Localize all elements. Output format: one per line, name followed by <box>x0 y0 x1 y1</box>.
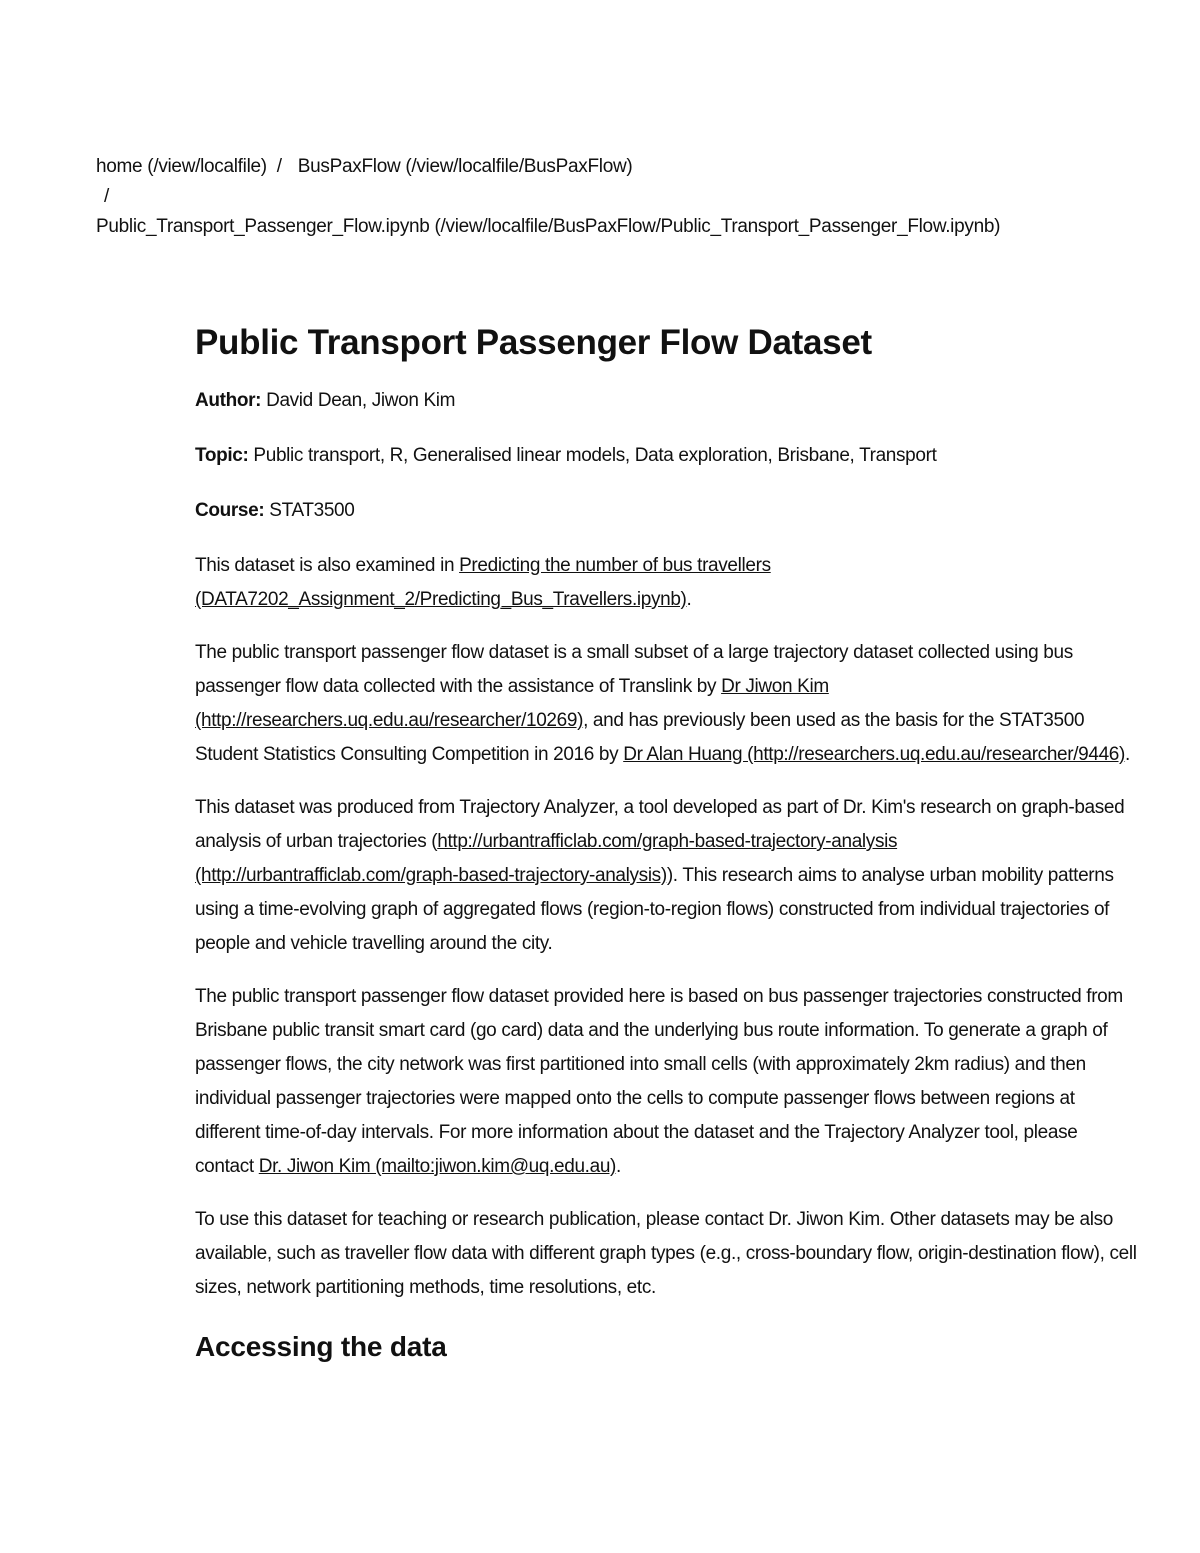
course-label: Course: <box>195 500 265 521</box>
paragraph-text: The public transport passenger flow dataset is a small subset of a large trajectory dataset collected using bus passenger flow data collected with the assistance of Translink by <box>195 642 1073 697</box>
jiwon-kim-profile-link[interactable]: Dr Jiwon Kim (http://researchers.uq.edu.au/researcher/10269) <box>195 676 829 731</box>
paragraph-dataset-construction <box>195 980 1140 1184</box>
paragraph-text: This dataset is also examined in <box>195 555 460 576</box>
notebook-content <box>195 318 1140 1367</box>
topic-line <box>195 439 1140 473</box>
breadcrumb-row-1 <box>96 152 1196 182</box>
author-line <box>195 384 1140 418</box>
paragraph-text: . <box>616 1156 621 1177</box>
paragraph-text: The public transport passenger flow dataset provided here is based on bus passenger trajectories constructed from Brisbane public transit smart card (go card) data and the underlying bus route information. To generate a graph of passenger flows, the city network was first partitioned into small cells (with approximately 2km radius) and then individual passenger trajectories were mapped onto the cells to compute passenger flows between regions at different time-of-day intervals. For more information about the dataset and the Trajectory Analyzer tool, please contact <box>195 986 1123 1177</box>
paragraph-text: . <box>1125 744 1130 765</box>
paragraph-text: This dataset was produced from Trajectory Analyzer, a tool developed as part of Dr. Kim's research on graph-based analysis of urban trajectories ( <box>195 797 1125 852</box>
predicting-bus-travellers-link[interactable]: Predicting the number of bus travellers (DATA7202_Assignment_2/Predicting_Bus_Travellers.ipynb) <box>195 555 771 610</box>
breadcrumb-separator: / <box>104 186 109 207</box>
breadcrumb-separator: / <box>276 156 282 177</box>
paragraph-trajectory-analyzer <box>195 791 1140 961</box>
alan-huang-profile-link[interactable]: Dr Alan Huang (http://researchers.uq.edu.au/researcher/9446) <box>623 744 1126 765</box>
breadcrumb-row-3 <box>96 212 1196 242</box>
paragraph-related-notebook <box>195 549 1140 617</box>
paragraph-usage-contact: To use this dataset for teaching or research publication, please contact Dr. Jiwon Kim. Other datasets may be also available, such as traveller flow data with different graph types (e.g., cross-boundary flow, origin-destination flow), cell sizes, network partitioning methods, time resolutions, etc. <box>195 1209 1137 1298</box>
paragraph-dataset-origin <box>195 636 1140 772</box>
author-value: David Dean, Jiwon Kim <box>261 390 456 411</box>
author-label: Author: <box>195 390 262 411</box>
breadcrumb <box>96 152 1196 242</box>
course-line <box>195 494 1140 528</box>
topic-value: Public transport, R, Generalised linear models, Data exploration, Brisbane, Transport <box>248 445 937 466</box>
paragraph-text: , and has previously been used as the basis for the STAT3500 Student Statistics Consulting Competition in 2016 by <box>195 710 1085 765</box>
section-heading-accessing-data: Accessing the data <box>195 1331 447 1362</box>
jiwon-kim-email-link[interactable]: Dr. Jiwon Kim (mailto:jiwon.kim@uq.edu.au) <box>258 1156 617 1177</box>
paragraph-text: ). This research aims to analyse urban mobility patterns using a time-evolving graph of aggregated flows (region-to-region flows) constructed from individual trajectories of people and vehicle travelling around the city. <box>195 865 1114 954</box>
breadcrumb-file-link[interactable]: Public_Transport_Passenger_Flow.ipynb (/view/localfile/BusPaxFlow/Public_Transport_Passenger_Flow.ipynb) <box>96 216 1001 237</box>
breadcrumb-home-link[interactable]: home (/view/localfile) <box>96 156 267 177</box>
paragraph-text: . <box>686 589 692 610</box>
course-value: STAT3500 <box>264 500 355 521</box>
topic-label: Topic: <box>195 445 249 466</box>
urbantrafficlab-link[interactable]: http://urbantrafficlab.com/graph-based-trajectory-analysis (http://urbantrafficlab.com/graph-based-trajectory-analysis) <box>195 831 898 886</box>
breadcrumb-row-2 <box>96 182 1196 212</box>
breadcrumb-folder-link[interactable]: BusPaxFlow (/view/localfile/BusPaxFlow) <box>297 156 633 177</box>
page-title: Public Transport Passenger Flow Dataset <box>195 323 872 362</box>
